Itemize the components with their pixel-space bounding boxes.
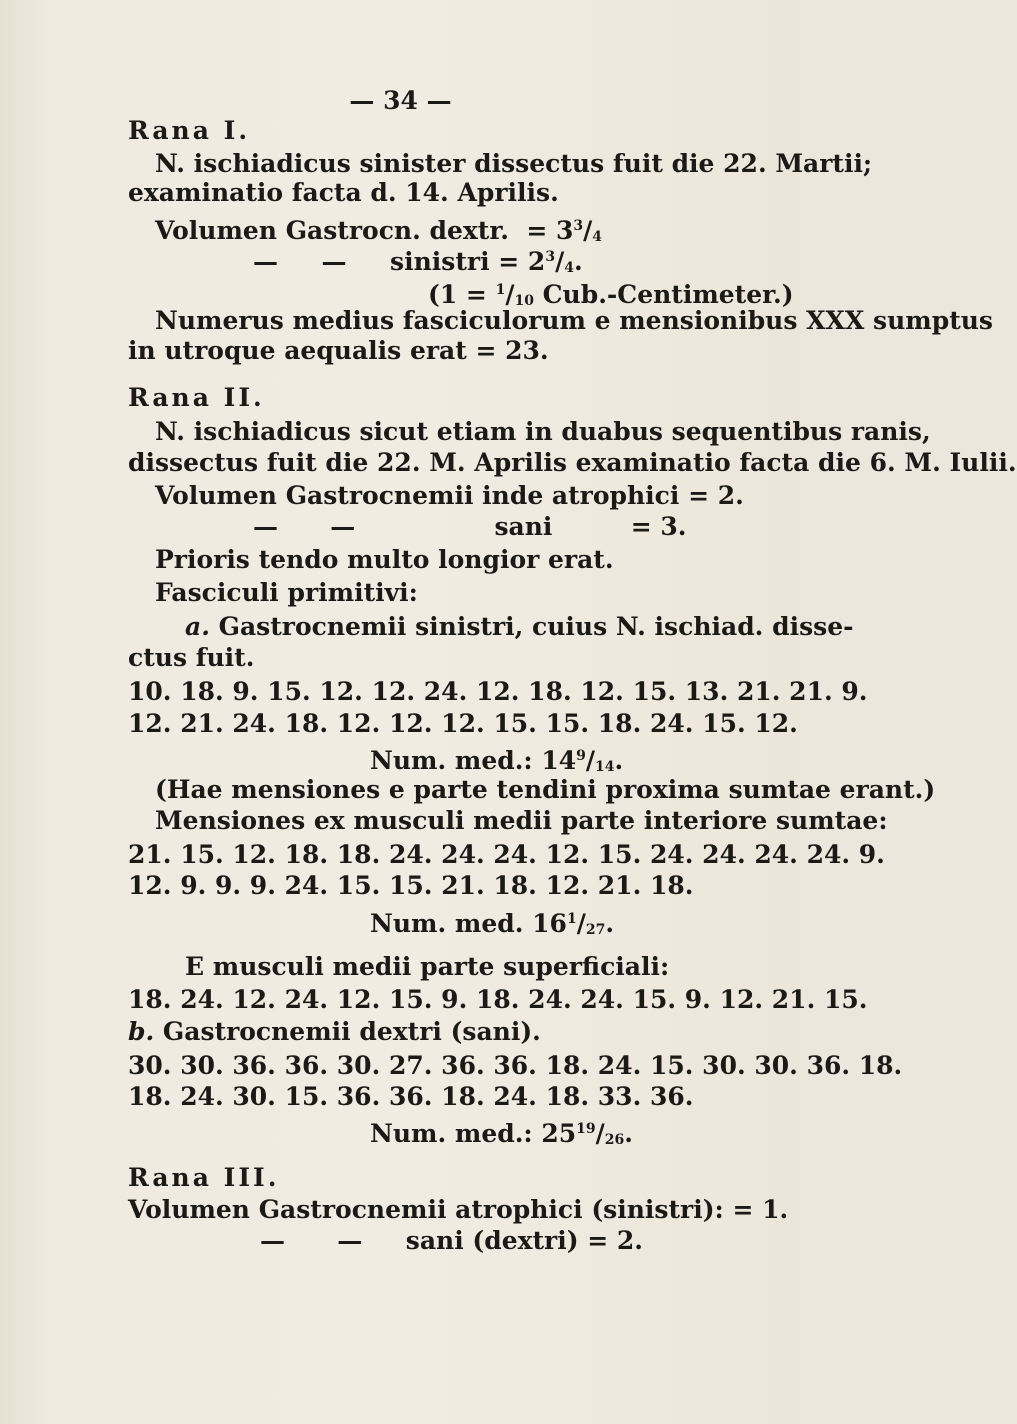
- page-number: — 34 —: [349, 86, 452, 115]
- rana1-line-6: Numerus medius fasciculorum e mensionibus XXX sumptus: [155, 306, 994, 335]
- rana2-data-row-7: 18. 24. 30. 15. 36. 36. 18. 24. 18. 33. 36.: [128, 1082, 694, 1111]
- rana2-data-row-5: 18. 24. 12. 24. 12. 15. 9. 18. 24. 24. 15. 9. 12. 21. 15.: [128, 985, 868, 1014]
- rana2-line-6: Fasciculi primitivi:: [155, 578, 418, 607]
- rana2-line-8: ctus fuit.: [128, 643, 255, 672]
- rana2-line-4: — — sani = 3.: [253, 512, 687, 541]
- rana2-line-12: (Hae mensiones e parte tendini proxima sumtae erant.): [155, 775, 936, 804]
- rana1-line-1: N. ischiadicus sinister dissectus fuit die 22. Martii;: [155, 149, 873, 178]
- rana1-line-4: — — sinistri = $2^3/_4$.: [253, 247, 583, 276]
- rana1-line-5: ($1 = ^1/_{10}$ Cub.-Centimeter.): [428, 280, 794, 309]
- rana2-line-1: N. ischiadicus sicut etiam in duabus sequentibus ranis,: [155, 417, 931, 446]
- rana2-num-med-b: Num. med. $16^1/_{27}$.: [370, 909, 615, 938]
- rana2-line-5: Prioris tendo multo longior erat.: [155, 545, 614, 574]
- rana3-line-2: — — sani (dextri) = 2.: [260, 1226, 644, 1255]
- rana2-line-17: E musculi medii parte superficiali:: [185, 952, 670, 981]
- rana2-data-row-4: 12. 9. 9. 9. 24. 15. 15. 21. 18. 12. 21. 18.: [128, 871, 694, 900]
- rana2-num-med-c: Num. med.: $25^{19}/_{26}$.: [370, 1119, 633, 1148]
- rana2-line-3: Volumen Gastrocnemii inde atrophici = 2.: [155, 481, 744, 510]
- rana2-num-med-a: Num. med.: $14^9/_{14}$.: [370, 746, 624, 775]
- rana1-line-7: in utroque aequalis erat = 23.: [128, 336, 549, 365]
- heading-rana-1: Rana I.: [128, 116, 251, 145]
- heading-rana-2: Rana II.: [128, 383, 265, 412]
- heading-rana-3: Rana III.: [128, 1163, 280, 1192]
- rana2-data-row-6: 30. 30. 36. 36. 30. 27. 36. 36. 18. 24. 15. 30. 30. 36. 18.: [128, 1051, 903, 1080]
- rana1-line-2: examinatio facta d. 14. Aprilis.: [128, 178, 559, 207]
- rana1-line-3: Volumen Gastrocn. dextr. = $3^3/_4$: [155, 216, 603, 245]
- rana2-line-7: a. Gastrocnemii sinistri, cuius N. ischiad. disse-: [185, 612, 854, 641]
- rana2-data-row-3: 21. 15. 12. 18. 18. 24. 24. 24. 12. 15. 24. 24. 24. 24. 9.: [128, 840, 885, 869]
- rana2-line-2: dissectus fuit die 22. M. Aprilis examinatio facta die 6. M. Iulii.: [128, 448, 1017, 477]
- rana2-line-19: b. Gastrocnemii dextri (sani).: [128, 1017, 541, 1046]
- rana2-data-row-2: 12. 21. 24. 18. 12. 12. 12. 15. 15. 18. 24. 15. 12.: [128, 709, 798, 738]
- rana2-line-13: Mensiones ex musculi medii parte interiore sumtae:: [155, 806, 888, 835]
- rana3-line-1: Volumen Gastrocnemii atrophici (sinistri): = 1.: [128, 1195, 789, 1224]
- rana2-data-row-1: 10. 18. 9. 15. 12. 12. 24. 12. 18. 12. 15. 13. 21. 21. 9.: [128, 677, 868, 706]
